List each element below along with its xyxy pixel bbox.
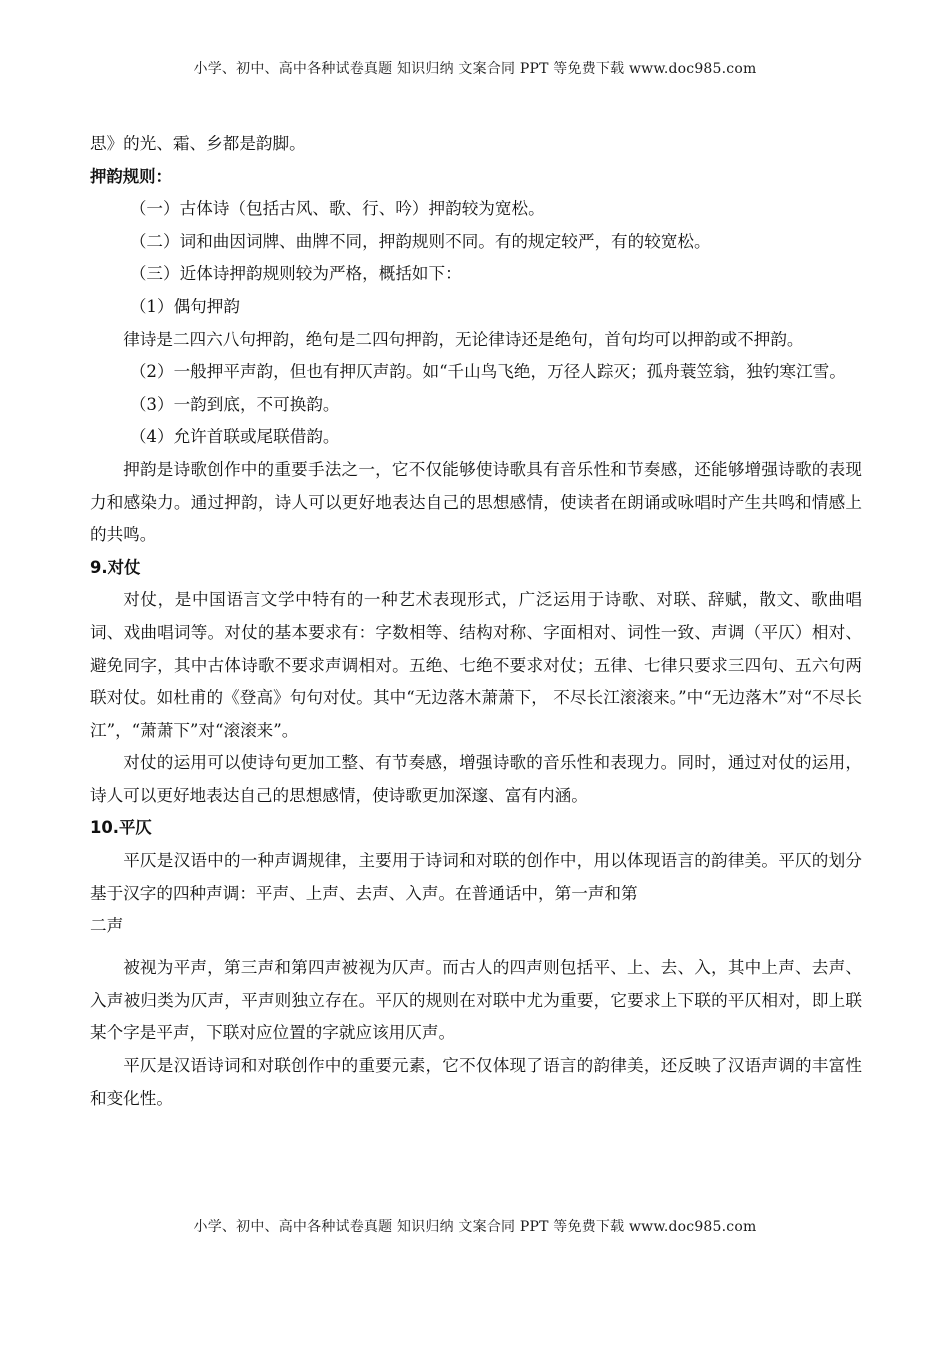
- section-9-para-1: 对仗，是中国语言文学中特有的一种艺术表现形式，广泛运用于诗歌、对联、辞赋，散文、歌曲唱词、戏曲唱词等。对仗的基本要求有：字数相等、结构对称、字面相对、词性一致、声调（平仄）相对、避免同字，其中古体诗歌不要求声调相对。五绝、七绝不要求对仗；五律、七律只要求三四句、五六句两联对仗。如杜甫的《登高》句句对仗。其中“无边落木萧萧下， 不尽长江滚滚来。”中“无边落木”对“不尽长江”，“萧萧下”对“滚滚来”。: [90, 590, 862, 740]
- rhyme-sub-1: （1）偶句押韵: [129, 296, 240, 316]
- page-break-gap: [90, 936, 862, 952]
- rhyme-rule-item-1: （一）古体诗（包括古风、歌、行、吟）押韵较为宽松。: [129, 199, 545, 219]
- page-footer: 小学、初中、高中各种试卷真题 知识归纳 文案合同 PPT 等免费下载 www.doc985.com: [193, 1219, 757, 1235]
- rhyme-rule-item-3: （三）近体诗押韵规则较为严格，概括如下：: [129, 264, 462, 284]
- rhyme-sub-2: （2）一般押平声韵，但也有押仄声韵。如“千山鸟飞绝，万径人踪灭；孤舟蓑笠翁，独钓寒江雪。: [129, 362, 846, 382]
- intro-line: 思》的光、霜、乡都是韵脚。: [90, 134, 306, 153]
- section-10-para-1-part-1: 平仄是汉语中的一种声调规律，主要用于诗词和对联的创作中，用以体现语言的韵律美。平仄的划分基于汉字的四种声调：平声、上声、去声、入声。在普通话中，第一声和第: [90, 851, 862, 903]
- rhyme-sub-4: （4）允许首联或尾联借韵。: [129, 427, 340, 447]
- rhyme-sub-3: （3）一韵到底，不可换韵。: [129, 394, 340, 414]
- section-10-heading: 10.平仄: [90, 818, 152, 838]
- section-9-heading: 9.对仗: [90, 557, 141, 577]
- section-10-para-1-part-2: 被视为平声，第三声和第四声被视为仄声。而古人的四声则包括平、上、去、入，其中上声、去声、入声被归类为仄声，平声则独立存在。平仄的规则在对联中尤为重要，它要求上下联的平仄相对，即上联某个字是平声，下联对应位置的字就应该用仄声。: [90, 958, 862, 1043]
- document-body: [90, 128, 862, 1115]
- section-10-cut-line: 二声: [90, 916, 124, 936]
- rhyme-rule-item-2: （二）词和曲因词牌、曲牌不同，押韵规则不同。有的规定较严，有的较宽松。: [129, 231, 711, 251]
- rhyme-summary: 押韵是诗歌创作中的重要手法之一，它不仅能够使诗歌具有音乐性和节奏感，还能够增强诗歌的表现力和感染力。通过押韵，诗人可以更好地表达自己的思想感情，使读者在朗诵或咏唱时产生共鸣和情感上的共鸣。: [90, 459, 862, 545]
- section-10-para-2: 平仄是汉语诗词和对联创作中的重要元素，它不仅体现了语言的韵律美，还反映了汉语声调的丰富性和变化性。: [90, 1056, 862, 1108]
- rhyme-sub-1-desc: 律诗是二四六八句押韵，绝句是二四句押韵，无论律诗还是绝句，首句均可以押韵或不押韵。: [123, 329, 804, 349]
- page-header: 小学、初中、高中各种试卷真题 知识归纳 文案合同 PPT 等免费下载 www.doc985.com: [193, 61, 757, 77]
- section-9-para-2: 对仗的运用可以使诗句更加工整、有节奏感，增强诗歌的音乐性和表现力。同时，通过对仗的运用，诗人可以更好地表达自己的思想感情，使诗歌更加深邃、富有内涵。: [90, 753, 862, 805]
- rhyme-rules-heading: 押韵规则：: [90, 166, 172, 186]
